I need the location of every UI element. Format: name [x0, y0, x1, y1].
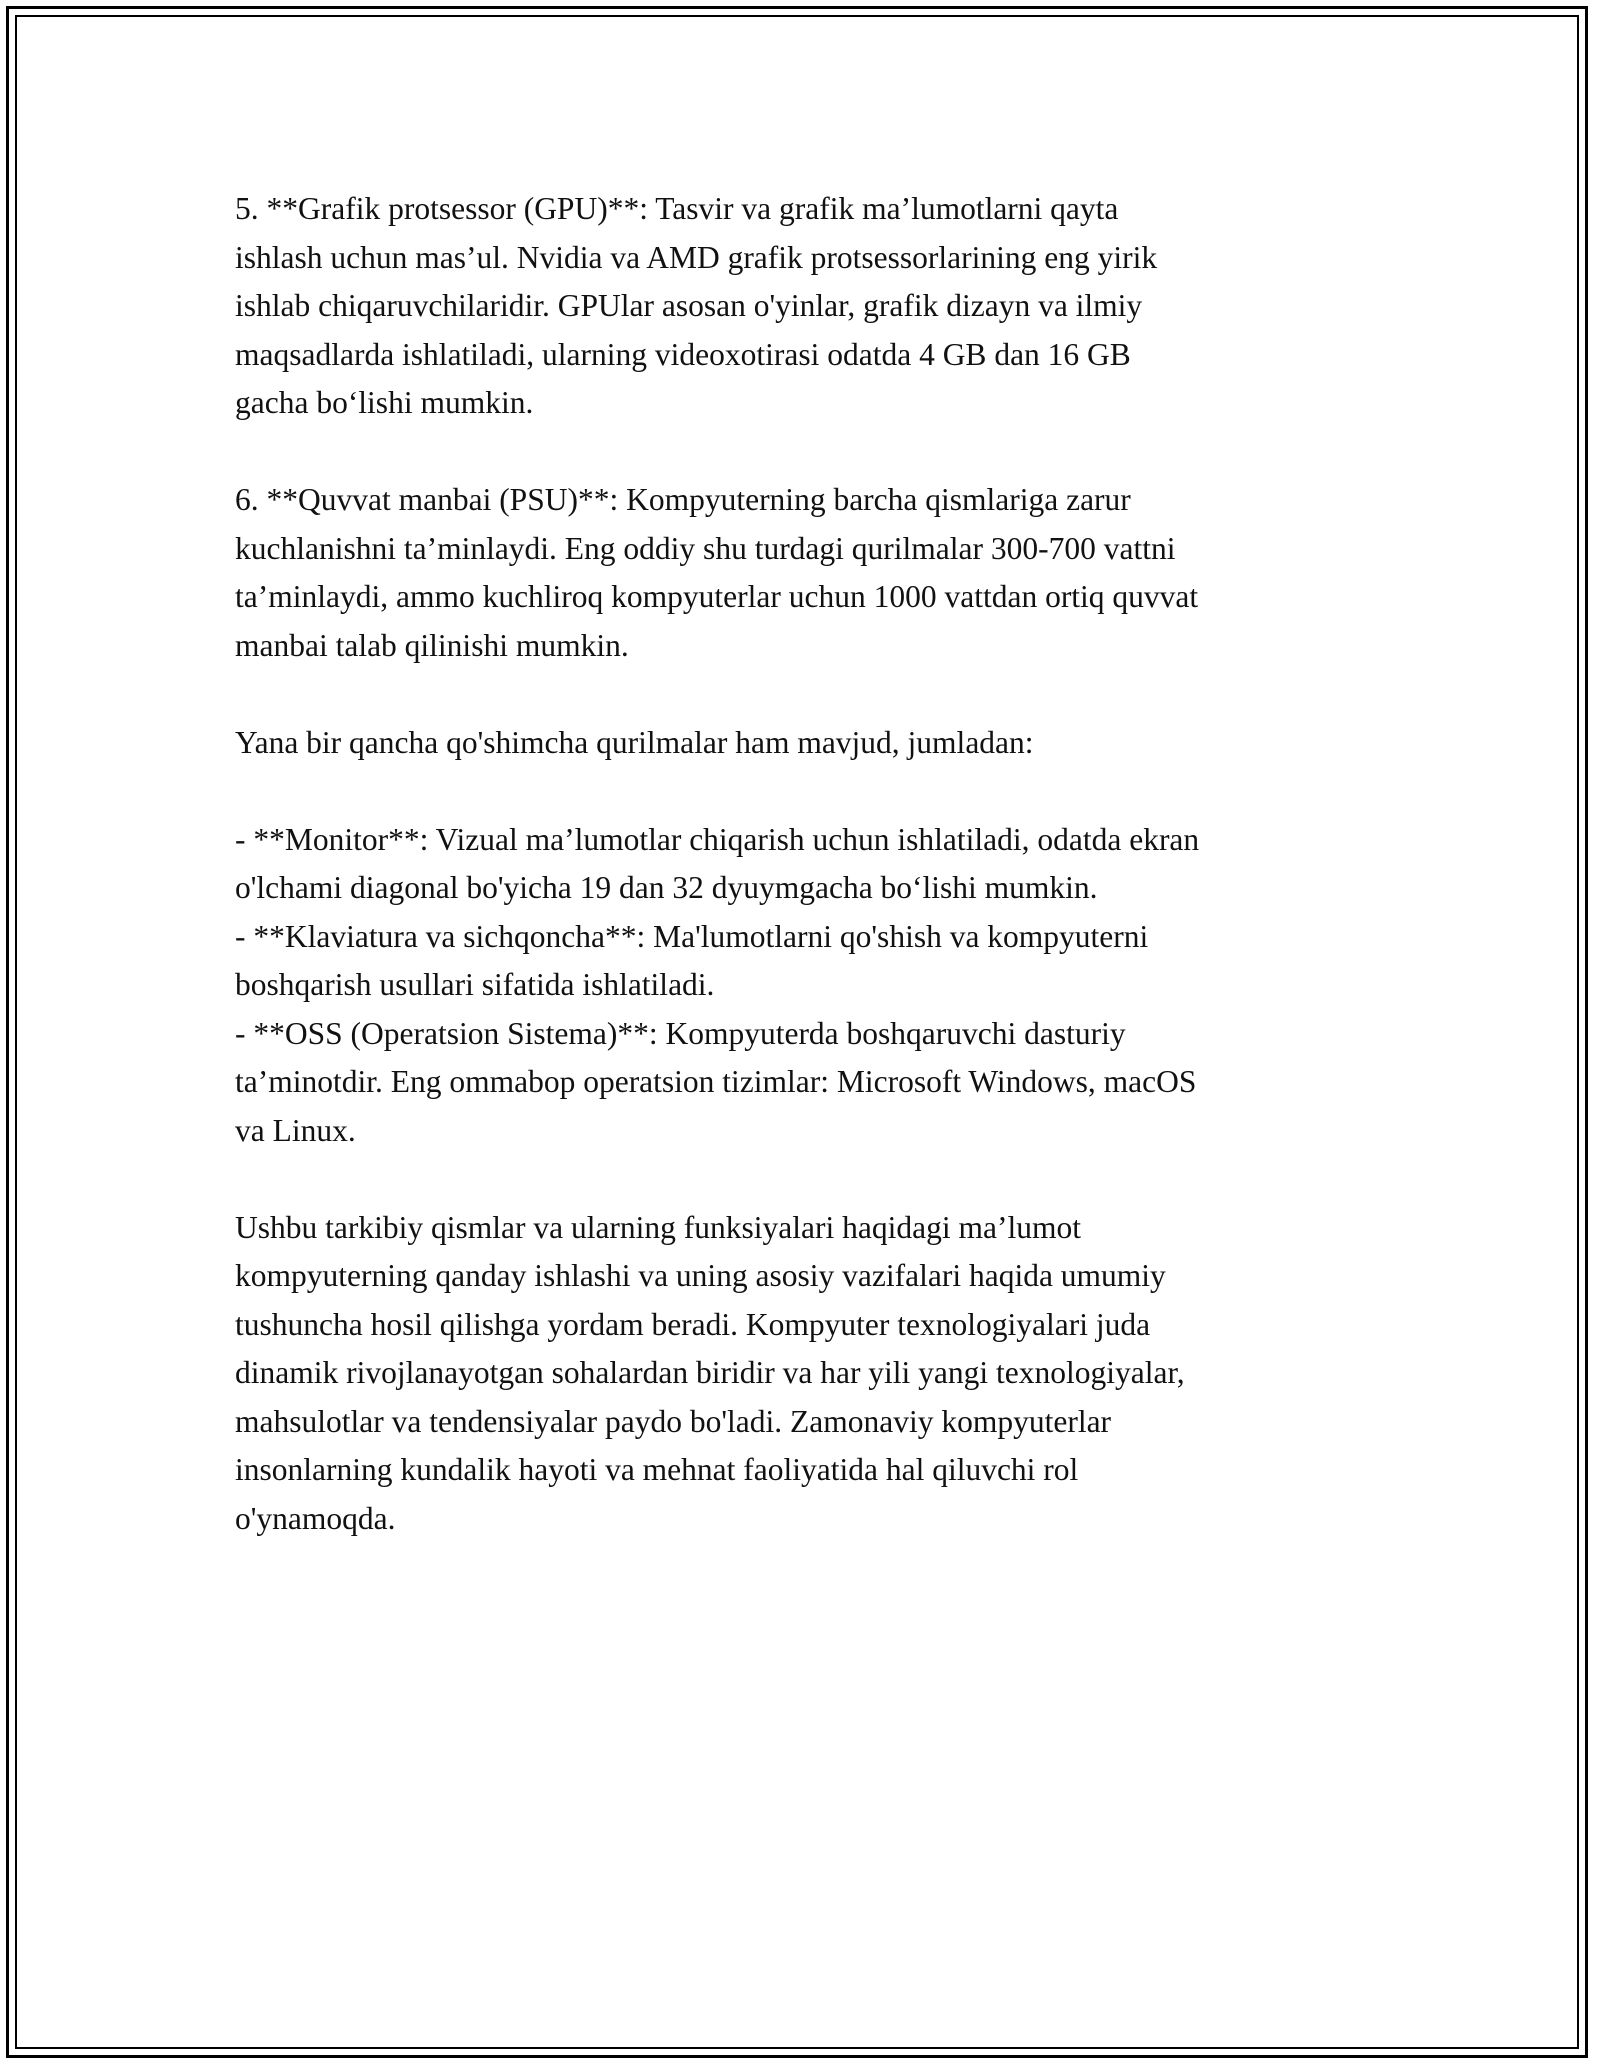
paragraph-psu: [235, 476, 1370, 670]
text-line: va Linux.: [235, 1112, 356, 1148]
text-line: o'lchami diagonal bo'yicha 19 dan 32 dyuymgacha bo‘lishi mumkin.: [235, 870, 1098, 905]
list-item-keyboard-mouse: [235, 913, 1370, 1010]
text-line: ta’minlaydi, ammo kuchliroq kompyuterlar uchun 1000 vattdan ortiq quvvat: [235, 579, 1199, 614]
text-line: ishlab chiqaruvchilaridir. GPUlar asosan o'yinlar, grafik dizayn va ilmiy: [235, 288, 1143, 323]
text-line: o'ynamoqda.: [235, 1500, 396, 1536]
text-line: tushuncha hosil qilishga yordam beradi. Kompyuter texnologiyalari juda: [235, 1306, 1151, 1342]
text-line: 6. **Quvvat manbai (PSU)**: Kompyuterning barcha qismlariga zarur: [235, 482, 1131, 517]
text-line: kuchlanishni ta’minlaydi. Eng oddiy shu turdagi qurilmalar 300-700 vattni: [235, 530, 1176, 566]
text-line: ta’minotdir. Eng ommabop operatsion tizimlar: Microsoft Windows, macOS: [235, 1064, 1197, 1099]
text-line: - **OSS (Operatsion Sistema)**: Kompyuterda boshqaruvchi dasturiy: [235, 1015, 1126, 1051]
document-body: [235, 185, 1370, 1592]
text-line: gacha bo‘lishi mumkin.: [235, 385, 534, 420]
text-line: - **Monitor**: Vizual ma’lumotlar chiqarish uchun ishlatiladi, odatda ekran: [235, 821, 1200, 857]
text-line: - **Klaviatura va sichqoncha**: Ma'lumotlarni qo'shish va kompyuterni: [235, 918, 1149, 954]
text-line: mahsulotlar va tendensiyalar paydo bo'ladi. Zamonaviy kompyuterlar: [235, 1403, 1112, 1439]
text-line: 5. **Grafik protsessor (GPU)**: Tasvir va grafik ma’lumotlarni qayta: [235, 191, 1119, 226]
text-line: manbai talab qilinishi mumkin.: [235, 627, 629, 663]
text-line: insonlarning kundalik hayoti va mehnat faoliyatida hal qiluvchi rol: [235, 1452, 1079, 1487]
paragraph-conclusion: [235, 1204, 1370, 1544]
text-line: ishlash uchun mas’ul. Nvidia va AMD grafik protsessorlarining eng yirik: [235, 239, 1158, 275]
text-line: Ushbu tarkibiy qismlar va ularning funksiyalari haqidagi ma’lumot: [235, 1209, 1081, 1245]
text-line: boshqarish usullari sifatida ishlatiladi.: [235, 967, 715, 1002]
text-line: maqsadlarda ishlatiladi, ularning videoxotirasi odatda 4 GB dan 16 GB: [235, 336, 1131, 372]
paragraph-gpu: [235, 185, 1370, 428]
text-line: kompyuterning qanday ishlashi va uning asosiy vazifalari haqida umumiy: [235, 1258, 1166, 1293]
paragraph-extra-intro: [235, 719, 1370, 768]
list-item-os: [235, 1010, 1370, 1156]
text-line: dinamik rivojlanayotgan sohalardan biridir va har yili yangi texnologiyalar,: [235, 1355, 1185, 1390]
text-line: Yana bir qancha qo'shimcha qurilmalar ham mavjud, jumladan:: [235, 724, 1034, 760]
list-item-monitor: [235, 816, 1370, 913]
